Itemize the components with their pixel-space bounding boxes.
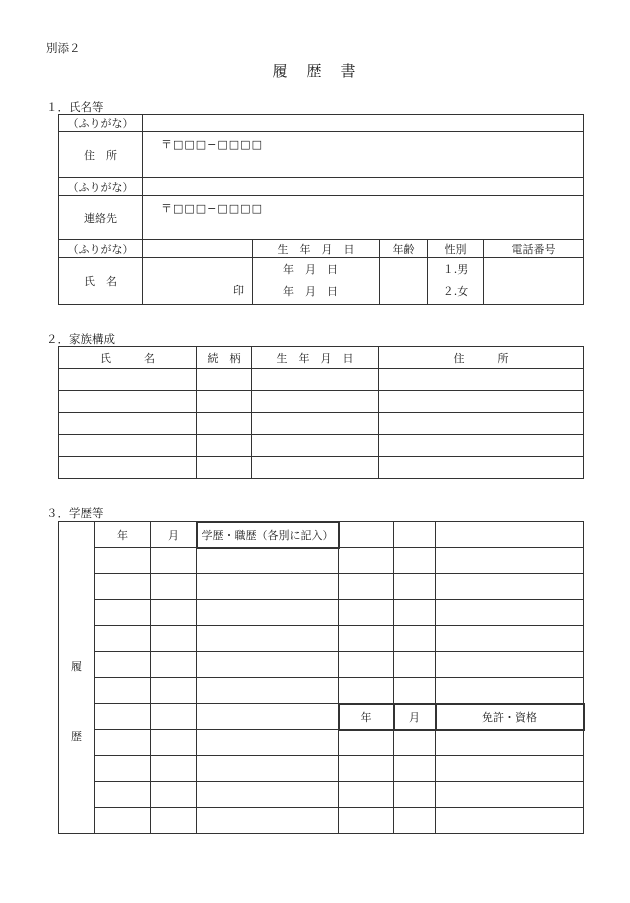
year-cell[interactable] [95,704,151,730]
month-cell[interactable] [151,574,197,600]
family-relation-cell[interactable] [197,391,252,413]
edu-cell[interactable] [436,522,584,548]
license-month-header: 月 [394,704,436,730]
contact-field[interactable] [143,196,584,240]
table-row [59,626,584,652]
entry-cell[interactable] [436,600,584,626]
table-row [59,457,584,479]
entry-cell[interactable] [436,626,584,652]
entry-cell[interactable] [394,574,436,600]
seal-mark: 印 [233,284,244,297]
entry-cell[interactable] [197,574,339,600]
table-row [59,574,584,600]
entry-cell[interactable] [197,704,339,730]
year-cell[interactable] [95,756,151,782]
family-name-cell[interactable] [59,457,197,479]
license-cell[interactable] [436,782,584,808]
entry-cell[interactable] [394,678,436,704]
family-relation-cell[interactable] [197,413,252,435]
name-field[interactable] [143,258,253,305]
address-label: 住 所 [59,132,143,178]
edu-year-header: 年 [95,522,151,548]
month-cell[interactable] [151,808,197,834]
contact-label: 連絡先 [59,196,143,240]
address-field[interactable] [143,132,584,178]
entry-cell[interactable] [197,756,339,782]
family-birth-header: 生 年 月 日 [252,347,379,369]
family-name-cell[interactable] [59,391,197,413]
entry-cell[interactable] [339,678,394,704]
license-year-cell[interactable] [339,808,394,834]
month-cell[interactable] [151,600,197,626]
entry-cell[interactable] [339,548,394,574]
birthdate-field[interactable] [253,258,380,305]
postal-code-template: 〒□□□−□□□□ [161,138,263,151]
family-address-cell[interactable] [379,435,584,457]
furigana-label: （ふりがな） [59,178,143,196]
family-address-cell[interactable] [379,369,584,391]
family-name-header: 氏 名 [59,347,197,369]
table-row [59,369,584,391]
edu-cell[interactable] [339,522,394,548]
family-address-header: 住 所 [379,347,584,369]
year-cell[interactable] [95,600,151,626]
family-address-cell[interactable] [379,413,584,435]
family-relation-cell[interactable] [197,435,252,457]
family-name-cell[interactable] [59,369,197,391]
table-row [59,756,584,782]
license-year-cell[interactable] [339,756,394,782]
table-row [59,808,584,834]
page-title: 履 歴 書 [272,62,358,80]
family-relation-cell[interactable] [197,457,252,479]
edu-month-header: 月 [151,522,197,548]
family-birth-cell[interactable] [252,435,379,457]
attachment-label: 別添２ [46,41,81,55]
license-year-header: 年 [339,704,394,730]
year-cell[interactable] [95,626,151,652]
side-char-2: 歴 [71,730,82,743]
license-year-cell[interactable] [339,782,394,808]
entry-cell[interactable] [436,548,584,574]
table-row [59,730,584,756]
family-birth-cell[interactable] [252,413,379,435]
contact-furigana-field[interactable] [143,178,584,196]
entry-cell[interactable] [339,652,394,678]
month-cell[interactable] [151,782,197,808]
edu-cell[interactable] [394,522,436,548]
furigana-label: （ふりがな） [59,115,143,132]
entry-cell[interactable] [394,652,436,678]
entry-cell[interactable] [197,600,339,626]
license-header: 免許・資格 [436,704,584,730]
furigana-label: （ふりがな） [59,240,143,258]
year-cell[interactable] [95,652,151,678]
address-furigana-field[interactable] [143,115,584,132]
month-cell[interactable] [151,652,197,678]
entry-cell[interactable] [339,600,394,626]
family-relation-cell[interactable] [197,369,252,391]
license-year-cell[interactable] [339,730,394,756]
table-row [59,600,584,626]
month-cell[interactable] [151,756,197,782]
table-row [59,435,584,457]
section1-heading: １．氏名等 [46,100,104,114]
license-cell[interactable] [436,808,584,834]
family-table [58,346,584,479]
sex-option-male[interactable]: １.男 [442,263,469,276]
license-month-cell[interactable] [394,782,436,808]
section3-heading: ３．学歴等 [46,506,104,520]
history-table [58,521,584,834]
age-header: 年齢 [380,240,428,258]
license-month-cell[interactable] [394,756,436,782]
entry-cell[interactable] [436,652,584,678]
entry-cell[interactable] [197,678,339,704]
family-address-cell[interactable] [379,391,584,413]
family-relation-header: 続 柄 [197,347,252,369]
month-cell[interactable] [151,548,197,574]
edu-work-header: 学歴・職歴（各別に記入） [197,522,339,548]
month-cell[interactable] [151,730,197,756]
table-row [59,391,584,413]
postal-code-template: 〒□□□−□□□□ [161,202,263,215]
license-cell[interactable] [436,730,584,756]
license-month-cell[interactable] [394,808,436,834]
year-cell[interactable] [95,782,151,808]
month-cell[interactable] [151,626,197,652]
entry-cell[interactable] [394,600,436,626]
entry-cell[interactable] [436,678,584,704]
month-cell[interactable] [151,678,197,704]
name-label: 氏 名 [59,258,143,305]
sex-option-female[interactable]: ２.女 [442,285,469,298]
table-row [59,652,584,678]
family-address-cell[interactable] [379,457,584,479]
table-row [59,678,584,704]
table-row [59,782,584,808]
sex-field[interactable] [428,258,484,305]
entry-cell[interactable] [197,782,339,808]
phone-header: 電話番号 [484,240,584,258]
family-birth-cell[interactable] [252,457,379,479]
entry-cell[interactable] [436,574,584,600]
entry-cell[interactable] [339,574,394,600]
side-char-1: 履 [71,660,82,673]
table-row [59,704,584,730]
family-birth-cell[interactable] [252,369,379,391]
entry-cell[interactable] [197,808,339,834]
entry-cell[interactable] [339,626,394,652]
entry-cell[interactable] [197,730,339,756]
section2-heading: ２．家族構成 [46,332,115,346]
sex-header: 性別 [428,240,484,258]
table-row [59,548,584,574]
year-cell[interactable] [95,548,151,574]
family-name-cell[interactable] [59,435,197,457]
year-cell[interactable] [95,574,151,600]
year-cell[interactable] [95,730,151,756]
license-cell[interactable] [436,756,584,782]
entry-cell[interactable] [394,548,436,574]
entry-cell[interactable] [197,652,339,678]
name-furigana-field[interactable] [143,240,253,258]
entry-cell[interactable] [197,548,339,574]
license-month-cell[interactable] [394,730,436,756]
year-cell[interactable] [95,678,151,704]
age-field[interactable] [380,258,428,305]
phone-field[interactable] [484,258,584,305]
family-birth-cell[interactable] [252,391,379,413]
birthdate-header: 生 年 月 日 [253,240,380,258]
family-name-cell[interactable] [59,413,197,435]
entry-cell[interactable] [394,626,436,652]
history-side-label [59,522,95,834]
personal-info-table [58,114,584,305]
year-cell[interactable] [95,808,151,834]
table-row [59,413,584,435]
date-line: 年 月 日 [283,285,338,298]
date-line: 年 月 日 [283,263,338,276]
month-cell[interactable] [151,704,197,730]
entry-cell[interactable] [197,626,339,652]
